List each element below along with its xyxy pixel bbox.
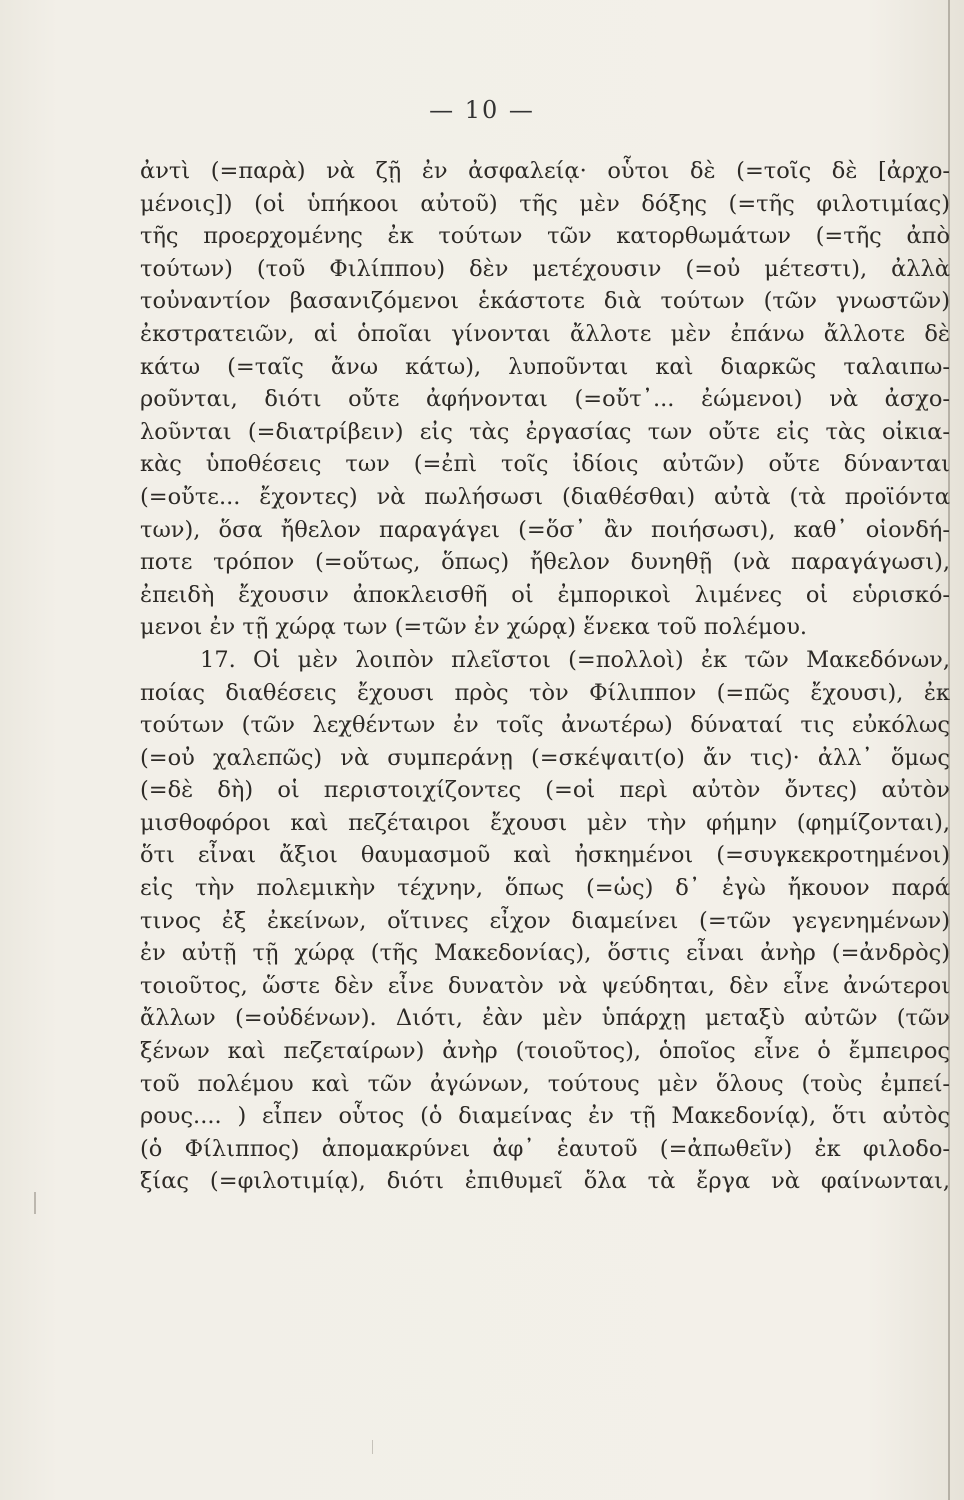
text-line: (=δὲ δὴ) οἱ περιστοιχίζοντες (=οἱ περὶ αὐτὸν ὄντες) αὐτὸν bbox=[140, 777, 950, 804]
page-number: — 10 — bbox=[429, 96, 535, 124]
text-line: τούτων (τῶν λεχθέντων ἐν τοῖς ἀνωτέρω) δύναταί τις εὐκόλως bbox=[140, 712, 950, 739]
text-line: τινος ἐξ ἐκείνων, οἵτινες εἶχον διαμείνει (=τῶν γεγενημένων) bbox=[140, 907, 950, 934]
text-line: μισθοφόροι καὶ πεζέταιροι ἔχουσι μὲν τὴν φήμην (φημίζονται), bbox=[140, 809, 950, 836]
text-line: ἀντὶ (=παρὰ) νὰ ζῇ ἐν ἀσφαλείᾳ· οὗτοι δὲ (=τοῖς δὲ [ἀρχο- bbox=[140, 158, 950, 184]
text-line: ἐν αὐτῇ τῇ χώρᾳ (τῆς Μακεδονίας), ὅστις εἶναι ἀνὴρ (=ἀνδρὸς) bbox=[140, 940, 950, 967]
text-line: (=οὐ χαλεπῶς) νὰ συμπεράνῃ (=σκέψαιτ(ο) ἄν τις)· ἀλλ᾽ ὅμως bbox=[140, 744, 950, 771]
text-line: λοῦνται (=διατρίβειν) εἰς τὰς ἐργασίας των οὔτε εἰς τὰς οἰκια- bbox=[140, 418, 950, 445]
text-line: των), ὅσα ἤθελον παραγάγει (=ὅσ᾽ ἂν ποιήσωσι), καθ᾽ οἱονδή- bbox=[140, 516, 950, 543]
text-line: μένοις]) (οἱ ὑπήκοοι αὐτοῦ) τῆς μὲν δόξης (=τῆς φιλοτιμίας) bbox=[140, 190, 950, 217]
ink-mark bbox=[372, 1440, 373, 1454]
text-line: ἐπειδὴ ἔχουσιν ἀποκλεισθῆ οἱ ἐμπορικοὶ λιμένες οἱ εὑρισκό- bbox=[140, 581, 950, 608]
text-line: ἄλλων (=οὐδένων). Διότι, ἐὰν μὲν ὑπάρχῃ μεταξὺ αὐτῶν (τῶν bbox=[140, 1005, 950, 1032]
margin-mark bbox=[34, 1192, 36, 1214]
text-line: κάτω (=ταῖς ἄνω κάτω), λυποῦνται καὶ διαρκῶς ταλαιπω- bbox=[140, 353, 950, 380]
text-line: τοῦ πολέμου καὶ τῶν ἀγώνων, τούτους μὲν ὅλους (τοὺς ἐμπεί- bbox=[140, 1070, 950, 1097]
text-line: ποίας διαθέσεις ἔχουσι πρὸς τὸν Φίλιππον (=πῶς ἔχουσι), ἐκ bbox=[140, 679, 950, 706]
text-line: εἰς τὴν πολεμικὴν τέχνην, ὅπως (=ὡς) δ᾽ ἐγὼ ἤκουον παρά bbox=[140, 875, 950, 902]
text-line: ροῦνται, διότι οὔτε ἀφήνονται (=οὔτ᾽... ἐώμενοι) νὰ ἀσχο- bbox=[140, 386, 950, 413]
text-line: ὅτι εἶναι ἄξιοι θαυμασμοῦ καὶ ἠσκημένοι (=συγκεκροτημένοι) bbox=[140, 842, 950, 869]
text-line: (ὁ Φίλιππος) ἀπομακρύνει ἀφ᾽ ἑαυτοῦ (=ἀπωθεῖν) ἐκ φιλοδο- bbox=[140, 1135, 950, 1162]
text-line: ξένων καὶ πεζεταίρων) ἀνὴρ (τοιοῦτος), ὁποῖος εἶνε ὁ ἔμπειρος bbox=[140, 1038, 950, 1065]
text-line: ποτε τρόπον (=οὕτως, ὅπως) ἤθελον δυνηθῇ (νὰ παραγάγωσι), bbox=[140, 549, 950, 576]
text-line: ξίας (=φιλοτιμίᾳ), διότι ἐπιθυμεῖ ὅλα τὰ ἔργα νὰ φαίνωνται, bbox=[140, 1168, 950, 1195]
text-line: τοὐναντίον βασανιζόμενοι ἑκάστοτε διὰ τούτων (τῶν γνωστῶν) bbox=[140, 288, 950, 315]
text-line: 17. Οἱ μὲν λοιπὸν πλεῖστοι (=πολλοὶ) ἐκ τῶν Μακεδόνων, bbox=[200, 646, 950, 673]
text-line: κὰς ὑποθέσεις των (=ἐπὶ τοῖς ἰδίοις αὐτῶν) οὔτε δύνανται bbox=[140, 451, 950, 478]
text-line: μενοι ἐν τῇ χώρᾳ των (=τῶν ἐν χώρᾳ) ἕνεκα τοῦ πολέμου. bbox=[140, 614, 808, 641]
text-line: ρους.... ) εἶπεν οὗτος (ὁ διαμείνας ἐν τῇ Μακεδονίᾳ), ὅτι αὐτὸς bbox=[140, 1103, 950, 1130]
text-line: (=οὔτε... ἔχοντες) νὰ πωλήσωσι (διαθέσθαι) αὐτὰ (τὰ προϊόντα bbox=[140, 483, 950, 510]
text-line: ἐκστρατειῶν, αἱ ὁποῖαι γίνονται ἄλλοτε μὲν ἐπάνω ἄλλοτε δὲ bbox=[140, 320, 950, 347]
text-line: τούτων) (τοῦ Φιλίππου) δὲν μετέχουσιν (=οὐ μέτεστι), ἀλλὰ bbox=[140, 255, 950, 282]
text-line: τῆς προερχομένης ἐκ τούτων τῶν κατορθωμάτων (=τῆς ἀπὸ bbox=[140, 223, 950, 250]
body-text bbox=[140, 155, 950, 1198]
text-line: τοιοῦτος, ὥστε δὲν εἶνε δυνατὸν νὰ ψεύδηται, δὲν εἶνε ἀνώτεροι bbox=[140, 972, 950, 999]
